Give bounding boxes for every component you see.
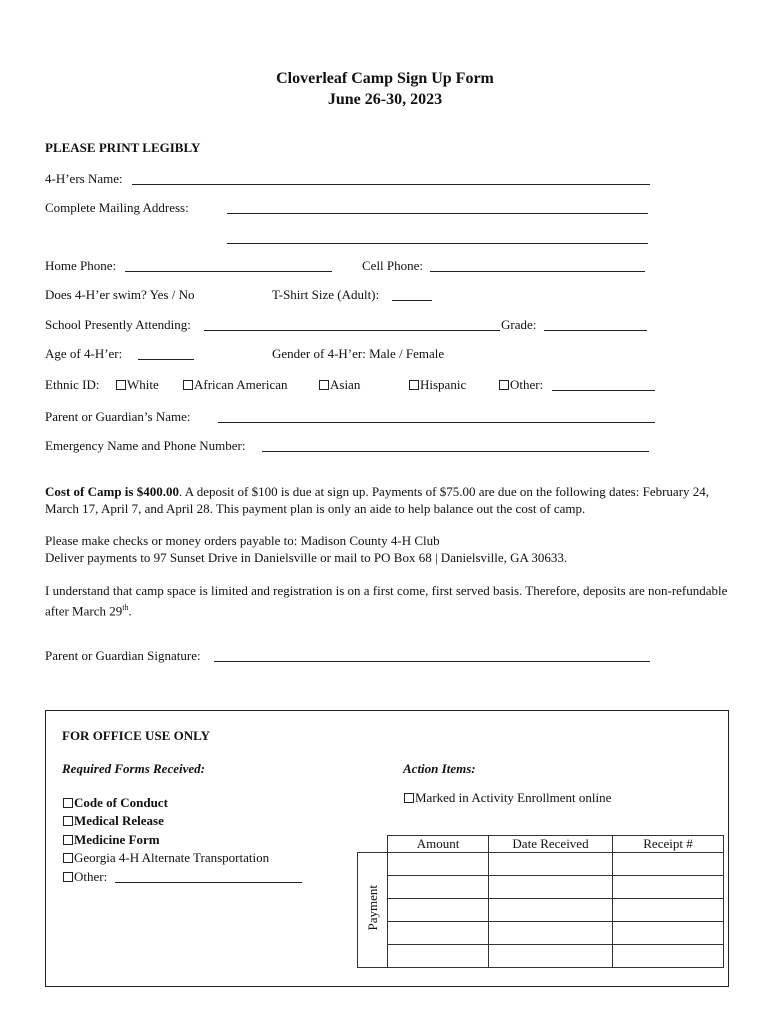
emergency-field[interactable] [262, 451, 649, 452]
form-alternate-transportation[interactable]: Georgia 4-H Alternate Transportation [63, 850, 269, 866]
understand-paragraph: I understand that camp space is limited and registration is on a first come, first served basis. Therefore, deposits are non-refundable after March 29th. [45, 583, 728, 619]
table-row [358, 945, 724, 968]
ethnic-option-other[interactable]: Other: [499, 377, 543, 393]
guardian-label: Parent or Guardian’s Name: [45, 409, 191, 424]
payable-line: Please make checks or money orders payable to: Madison County 4-H Club [45, 533, 440, 548]
payment-header-row [358, 836, 724, 853]
payment-table [357, 835, 724, 968]
table-cell[interactable] [489, 899, 613, 922]
checkbox-icon[interactable] [499, 380, 509, 390]
table-row [358, 853, 724, 876]
grade-label: Grade: [501, 317, 537, 332]
swim-question[interactable]: Does 4-H’er swim? Yes / No [45, 287, 195, 302]
checkbox-icon[interactable] [63, 816, 73, 826]
table-cell[interactable] [489, 853, 613, 876]
checkbox-icon[interactable] [63, 872, 73, 882]
form-other[interactable]: Other: [63, 869, 107, 885]
table-cell[interactable] [489, 922, 613, 945]
tshirt-label: T-Shirt Size (Adult): [272, 287, 380, 302]
form-title: Cloverleaf Camp Sign Up Form [276, 70, 494, 87]
grade-field[interactable] [544, 330, 647, 331]
checkbox-icon[interactable] [63, 798, 73, 808]
table-cell[interactable] [388, 899, 489, 922]
table-cell[interactable] [388, 876, 489, 899]
table-cell[interactable] [613, 853, 724, 876]
checkbox-icon[interactable] [63, 835, 73, 845]
signature-label: Parent or Guardian Signature: [45, 648, 201, 663]
home-phone-field[interactable] [125, 271, 332, 272]
ethnic-option-asian[interactable]: Asian [319, 377, 360, 393]
ethnic-other-field[interactable] [552, 390, 655, 391]
age-label: Age of 4-H’er: [45, 346, 123, 361]
ethnic-option-hispanic[interactable]: Hispanic [409, 377, 466, 393]
table-cell[interactable] [613, 945, 724, 968]
checkbox-icon[interactable] [63, 853, 73, 863]
action-item-enrollment[interactable]: Marked in Activity Enrollment online [404, 790, 611, 806]
print-notice: PLEASE PRINT LEGIBLY [45, 140, 201, 155]
table-cell[interactable] [388, 853, 489, 876]
column-date-received: Date Received [489, 836, 613, 853]
column-receipt: Receipt # [613, 836, 724, 853]
address-field-line-2[interactable] [227, 243, 648, 244]
column-amount: Amount [388, 836, 489, 853]
checkbox-icon[interactable] [404, 793, 414, 803]
checkbox-icon[interactable] [409, 380, 419, 390]
age-field[interactable] [138, 359, 194, 360]
table-cell[interactable] [613, 876, 724, 899]
cell-phone-label: Cell Phone: [362, 258, 424, 273]
required-forms-heading: Required Forms Received: [62, 761, 205, 776]
checkbox-icon[interactable] [183, 380, 193, 390]
table-row [358, 876, 724, 899]
form-medicine[interactable]: Medicine Form [63, 832, 160, 848]
table-cell[interactable] [613, 922, 724, 945]
school-field[interactable] [204, 330, 500, 331]
tshirt-field[interactable] [392, 300, 432, 301]
name-label: 4-H’ers Name: [45, 171, 123, 186]
ethnic-option-white[interactable]: White [116, 377, 159, 393]
guardian-field[interactable] [218, 422, 655, 423]
gender-question[interactable]: Gender of 4-H’er: Male / Female [272, 346, 445, 361]
name-field[interactable] [132, 184, 650, 185]
form-code-of-conduct[interactable]: Code of Conduct [63, 795, 168, 811]
deliver-line: Deliver payments to 97 Sunset Drive in Danielsville or mail to PO Box 68 | Danielsville, GA 30633. [45, 550, 568, 565]
emergency-label: Emergency Name and Phone Number: [45, 438, 246, 453]
checkbox-icon[interactable] [319, 380, 329, 390]
ethnic-label: Ethnic ID: [45, 377, 100, 392]
table-cell[interactable] [489, 876, 613, 899]
checkbox-icon[interactable] [116, 380, 126, 390]
table-cell[interactable] [388, 945, 489, 968]
address-field-line-1[interactable] [227, 213, 648, 214]
table-row [358, 899, 724, 922]
payment-side-label: Payment [358, 853, 388, 968]
table-cell[interactable] [388, 922, 489, 945]
office-title: FOR OFFICE USE ONLY [62, 728, 210, 743]
ethnic-option-african-american[interactable]: African American [183, 377, 287, 393]
home-phone-label: Home Phone: [45, 258, 117, 273]
table-cell[interactable] [489, 945, 613, 968]
form-dates: June 26-30, 2023 [327, 91, 443, 108]
action-items-heading: Action Items: [403, 761, 476, 776]
cost-paragraph: Cost of Camp is $400.00. A deposit of $100 is due at sign up. Payments of $75.00 are due on the following dates: February 24, March 17, April 7, and April 28. This payment plan is only an aide to help balance out the cost of camp. [45, 484, 710, 516]
cell-phone-field[interactable] [430, 271, 645, 272]
address-label: Complete Mailing Address: [45, 200, 189, 215]
form-other-field[interactable] [115, 882, 302, 883]
table-cell[interactable] [613, 899, 724, 922]
table-row [358, 922, 724, 945]
signature-field[interactable] [214, 661, 650, 662]
form-medical-release[interactable]: Medical Release [63, 813, 164, 829]
school-label: School Presently Attending: [45, 317, 191, 332]
